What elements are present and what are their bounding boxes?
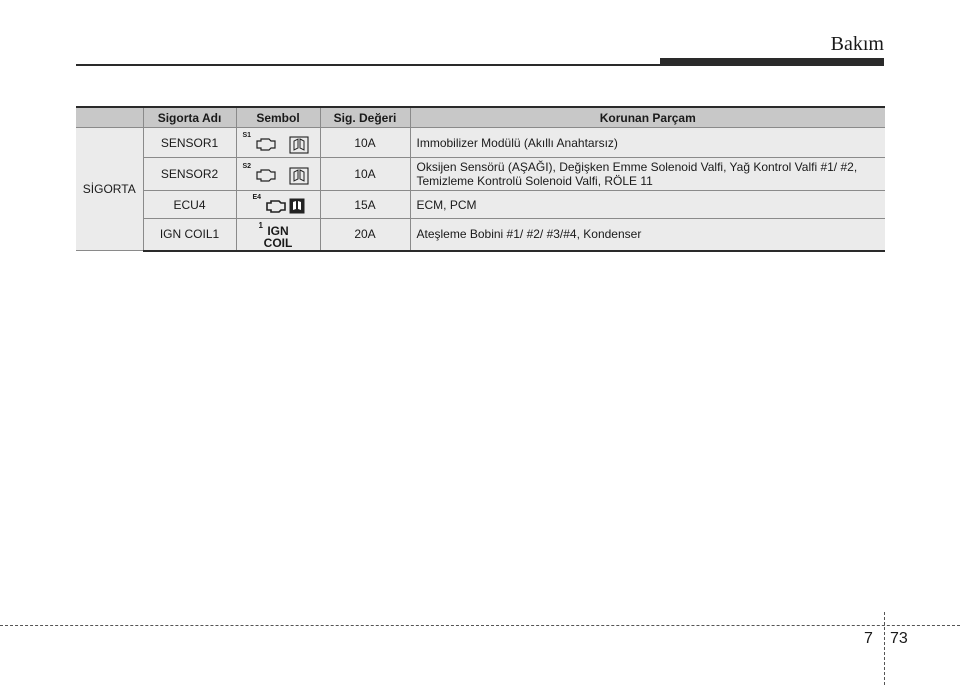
header-blank [76,107,143,128]
symbol-tag: E4 [252,193,262,201]
fuse-rating: 10A [320,128,410,158]
fuse-name: SENSOR1 [143,128,236,158]
fuse-symbol [236,128,320,158]
group-label: SİGORTA [76,128,143,251]
fuse-name: ECU4 [143,191,236,219]
fuse-rating: 20A [320,219,410,251]
symbol-tag: 1 [258,221,263,231]
table-row [76,128,885,158]
table-row [76,219,885,251]
engine-icon [255,136,279,152]
column-header-rating: Sig. Değeri [320,107,410,128]
protected-part [410,158,885,191]
page-header-title: Bakım [830,33,884,55]
page-number: 73 [890,630,908,647]
fuse-rating: 15A [320,191,410,219]
table-header-row [76,107,885,128]
protected-part: Ateşleme Bobini #1/ #2/ #3/#4, Kondenser [410,219,885,251]
protected-part-line: Oksijen Sensörü (AŞAĞI), Değişken Emme Solenoid Valfi, Yağ Kontrol Valfi #1/ #2, [416,160,858,174]
symbol-tag: S1 [242,131,252,139]
engine-icon [265,198,289,214]
ign-coil-symbol-line: IGN [267,224,289,239]
fuse-rating: 10A [320,158,410,191]
chapter-number: 7 [864,630,873,647]
footer-divider [884,612,885,685]
column-header-fuse-name: Sigorta Adı [143,107,236,128]
ign-coil-symbol-line: COIL [263,236,293,251]
column-header-symbol: Sembol [236,107,320,128]
fuse-name: IGN COIL1 [143,219,236,251]
fuse-name: SENSOR2 [143,158,236,191]
table-row [76,191,885,219]
table-row [76,158,885,191]
fuse-symbol [236,191,320,219]
column-header-protected-part: Korunan Parçam [410,107,885,128]
header-rule-thick [660,58,884,66]
symbol-tag: S2 [242,163,252,170]
protected-part: ECM, PCM [410,191,885,219]
book-icon [289,198,305,214]
protected-part: Immobilizer Modülü (Akıllı Anahtarsız) [410,128,885,158]
fuse-table [76,106,885,252]
fuse-symbol [236,158,320,191]
header-rule [76,64,666,66]
book-icon [289,167,309,185]
protected-part-line: Temizleme Kontrolü Solenoid Valfi, RÖLE 11 [416,174,653,188]
fuse-symbol [236,219,320,251]
engine-icon [255,167,279,183]
footer-rule [0,625,960,626]
book-icon [289,136,309,154]
